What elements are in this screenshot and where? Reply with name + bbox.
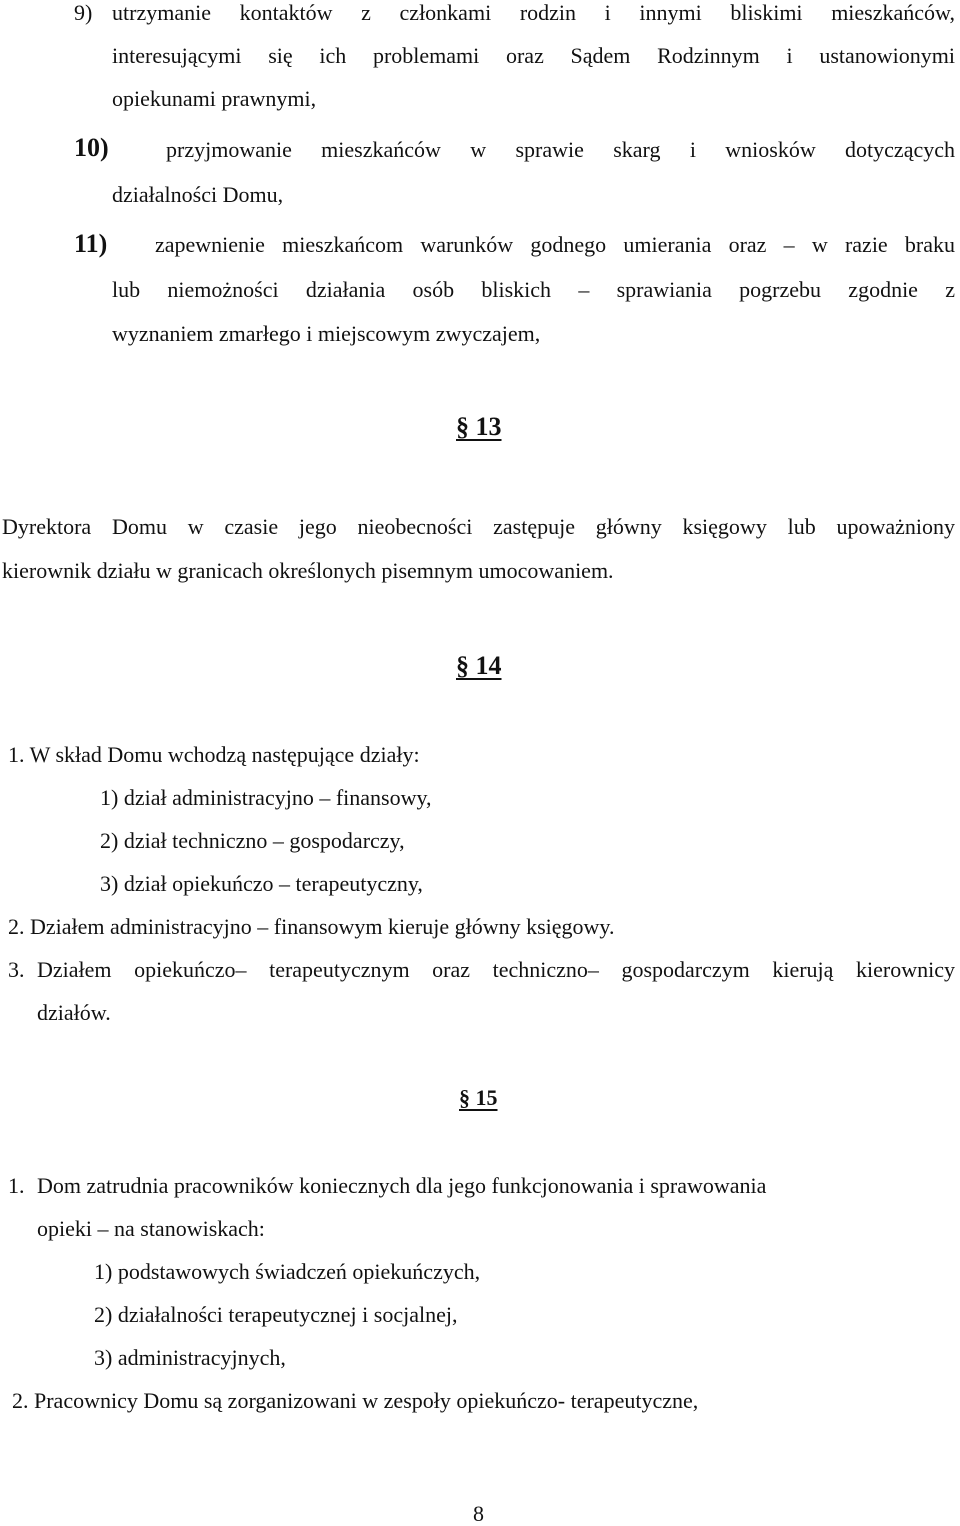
item-10-line-1: przyjmowanie mieszkańców w sprawie skarg i wniosków dotyczących [166,137,955,162]
section-14-subitem-2: 2) dział techniczno – gospodarczy, [100,828,405,853]
section-15-point-2: 2. Pracownicy Domu są zorganizowani w zespoły opiekuńczo- terapeutyczne, [12,1388,699,1413]
section-15-heading: § 15 [459,1085,498,1110]
item-11-line-2: lub niemożności działania osób bliskich – sprawiania pogrzebu zgodnie z [112,277,955,302]
section-15-subitem-1: 1) podstawowych świadczeń opiekuńczych, [94,1259,481,1284]
section-15-point-1-line-2: opieki – na stanowiskach: [37,1216,265,1241]
section-14-heading: § 14 [456,651,502,680]
section-14-point-2: 2. Działem administracyjno – finansowym kieruje główny księgowy. [8,914,615,939]
item-11-number: 11) [74,229,108,258]
section-14-point-1: 1. W skład Domu wchodzą następujące działy: [8,742,420,767]
section-13-heading: § 13 [456,412,502,441]
section-13-line-2: kierownik działu w granicach określonych pisemnym umocowaniem. [2,558,614,583]
item-10-line-2: działalności Domu, [112,182,284,207]
section-13-line-1: Dyrektora Domu w czasie jego nieobecności zastępuje główny księgowy lub upoważniony [2,514,955,539]
item-11-line-1: zapewnienie mieszkańcom warunków godnego umierania oraz – w razie braku [155,232,955,257]
section-14-point-3-line-2: działów. [37,1000,111,1025]
section-15-subitem-2: 2) działalności terapeutycznej i socjalnej, [94,1302,458,1327]
item-9-line-3: opiekunami prawnymi, [112,86,317,111]
item-10-number: 10) [74,133,109,162]
section-14-subitem-1: 1) dział administracyjno – finansowy, [100,785,432,810]
item-9-number: 9) [74,0,93,25]
page-number: 8 [473,1501,484,1526]
section-15-subitem-3: 3) administracyjnych, [94,1345,286,1370]
section-14-point-3-number: 3. [8,957,25,982]
item-9-line-1: utrzymanie kontaktów z członkami rodzin i innymi bliskimi mieszkańców, [112,0,955,25]
section-15-point-1-line-1: Dom zatrudnia pracowników koniecznych dla jego funkcjonowania i sprawowania [37,1173,767,1198]
section-15-point-1-number: 1. [8,1173,25,1198]
section-14-point-3-line-1: Działem opiekuńczo– terapeutycznym oraz techniczno– gospodarczym kierują kierownicy [37,957,955,982]
section-14-subitem-3: 3) dział opiekuńczo – terapeutyczny, [100,871,423,896]
item-9-line-2: interesującymi się ich problemami oraz Sądem Rodzinnym i ustanowionymi [112,43,955,68]
item-11-line-3: wyznaniem zmarłego i miejscowym zwyczajem, [112,321,541,346]
